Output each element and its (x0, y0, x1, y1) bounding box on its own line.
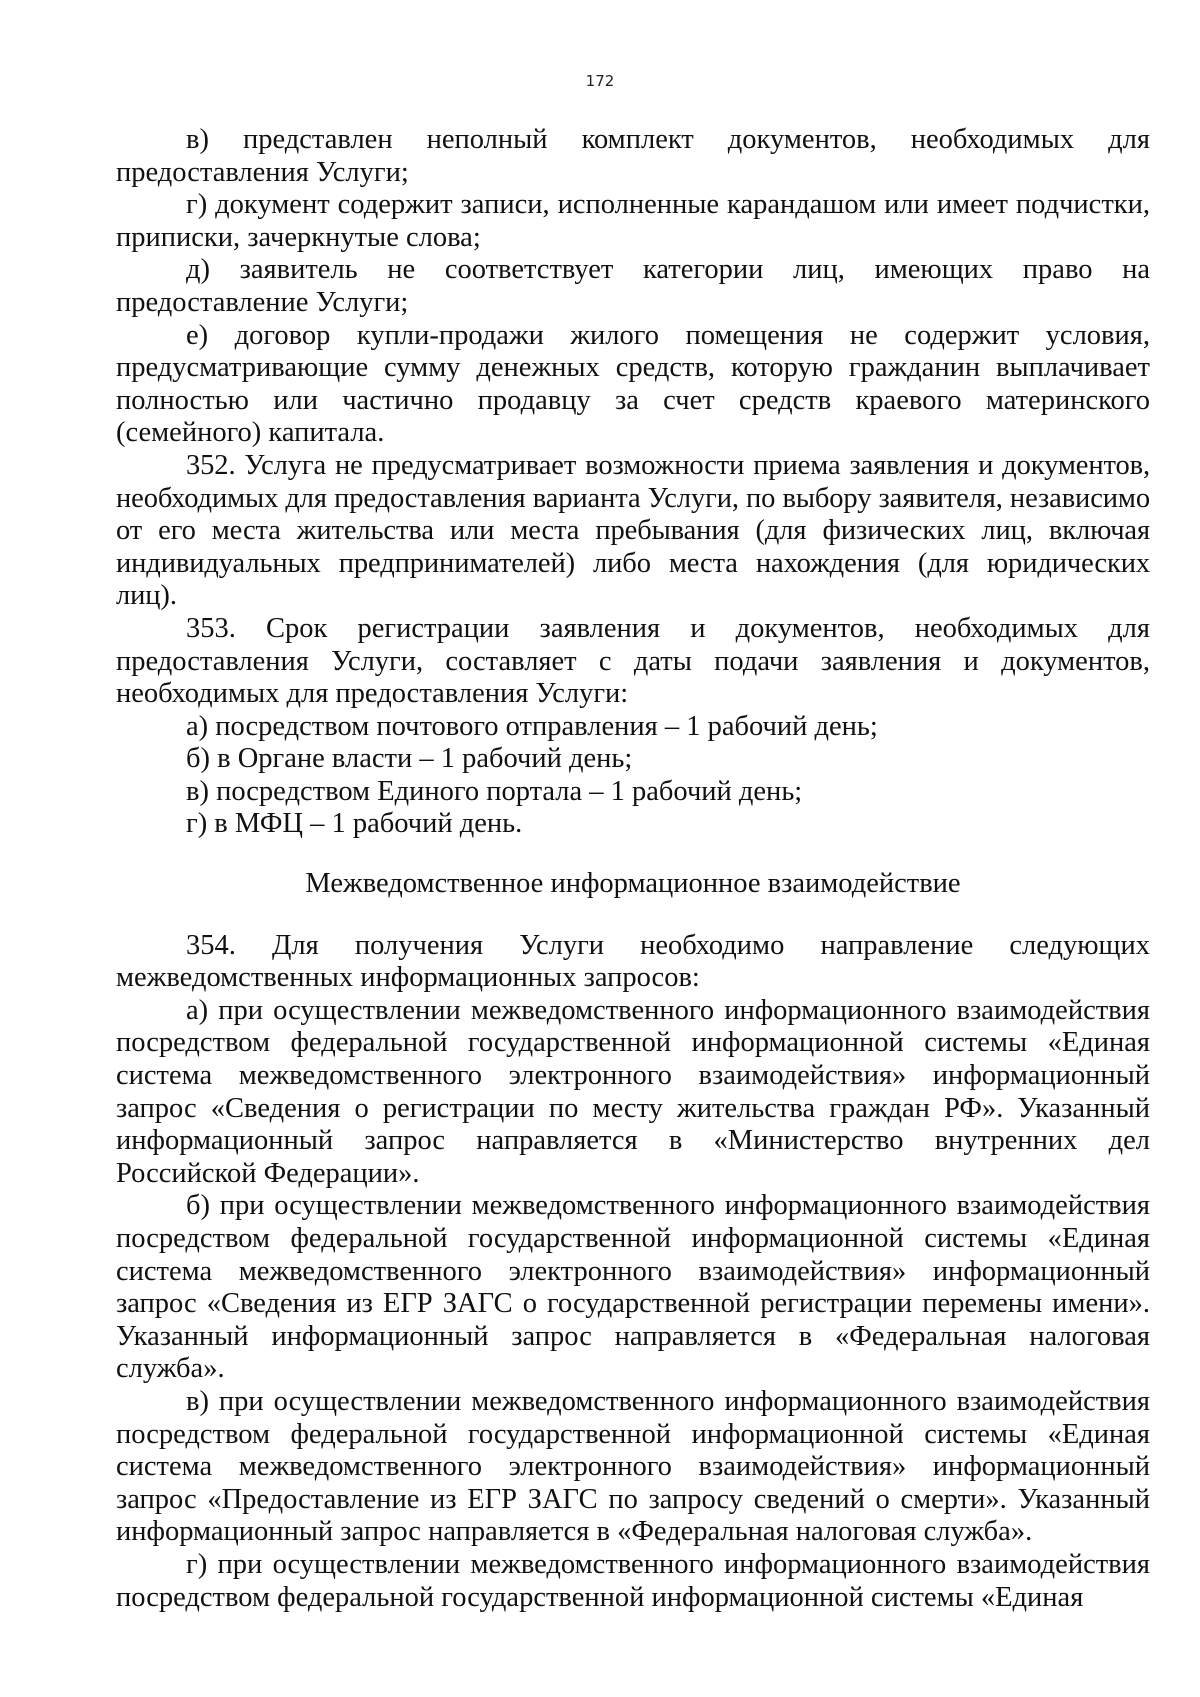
page-number: 172 (585, 72, 615, 90)
paragraph-item-d: д) заявитель не соответствует категории лиц, имеющих право на предоставление Услуги; (116, 254, 1150, 318)
section-heading: Межведомственное информационное взаимодействие (305, 868, 961, 900)
request-item-v: в) при осуществлении межведомственного информационного взаимодействия посредством федеральной государственной информационной системы «Единая система межведомственного электронного взаимодействия» информационный запрос «Предоставление из ЕГР ЗАГС по запросу сведений о смерти». Указанный информационный запрос направляется в «Федеральная налоговая служба». (116, 1385, 1150, 1548)
paragraph-item-v: в) представлен неполный комплект документов, необходимых для предоставления Услуги; (116, 124, 1150, 188)
paragraph-352: 352. Услуга не предусматривает возможности приема заявления и документов, необходимых для предоставления варианта Услуги, по выбору заявителя, независимо от его места жительства или места пребывания (для физических лиц, включая индивидуальных предпринимателей) либо места нахождения (для юридических лиц). (116, 449, 1150, 612)
paragraph-354: 354. Для получения Услуги необходимо направление следующих межведомственных информационных запросов: (116, 929, 1150, 994)
list-item-v: в) посредством Единого портала – 1 рабочий день; (186, 775, 803, 807)
list-item-a: а) посредством почтового отправления – 1 рабочий день; (186, 710, 878, 742)
request-item-b: б) при осуществлении межведомственного информационного взаимодействия посредством федеральной государственной информационной системы «Единая система межведомственного электронного взаимодействия» информационный запрос «Сведения из ЕГР ЗАГС о государственной регистрации перемены имени». Указанный информационный запрос направляется в «Федеральная налоговая служба». (116, 1190, 1150, 1385)
paragraph-353: 353. Срок регистрации заявления и документов, необходимых для предоставления Услуги, составляет с даты подачи заявления и документов, необходимых для предоставления Услуги: (116, 612, 1150, 710)
list-item-b: б) в Органе власти – 1 рабочий день; (186, 743, 633, 775)
request-item-a: а) при осуществлении межведомственного информационного взаимодействия посредством федеральной государственной информационной системы «Единая система межведомственного электронного взаимодействия» информационный запрос «Сведения о регистрации по месту жительства граждан РФ». Указанный информационный запрос направляется в «Министерство внутренних дел Российской Федерации». (116, 994, 1150, 1189)
document-body (116, 124, 1150, 1614)
paragraph-item-e: е) договор купли-продажи жилого помещения не содержит условия, предусматривающие сумму денежных средств, которую гражданин выплачивает полностью или частично продавцу за счет средств краевого материнского (семейного) капитала. (116, 319, 1150, 449)
paragraph-item-g: г) документ содержит записи, исполненные карандашом или имеет подчистки, приписки, зачеркнутые слова; (116, 189, 1150, 253)
request-item-g: г) при осуществлении межведомственного информационного взаимодействия посредством федеральной государственной информационной системы «Единая (116, 1548, 1150, 1613)
list-item-g: г) в МФЦ – 1 рабочий день. (186, 808, 523, 840)
